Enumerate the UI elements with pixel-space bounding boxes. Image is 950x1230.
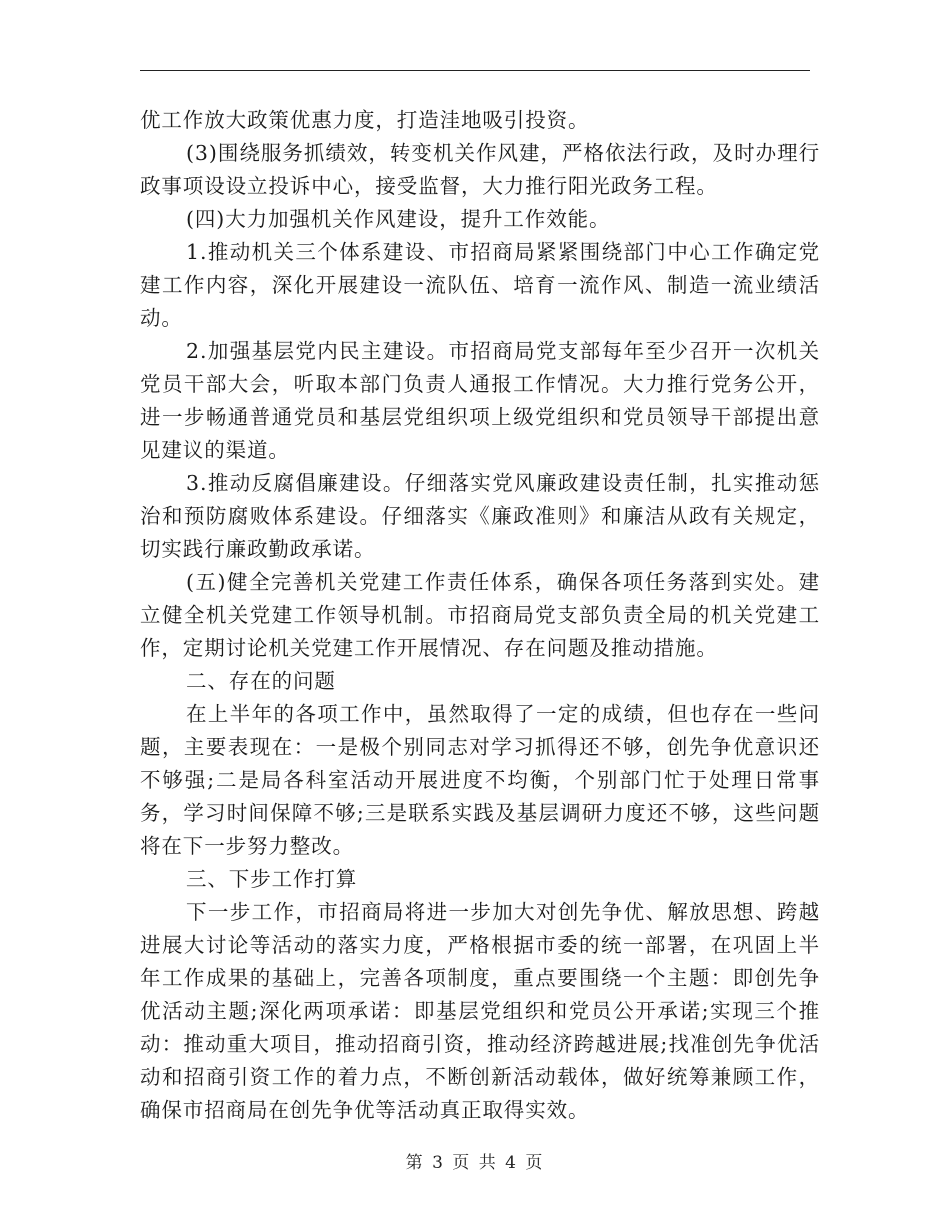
document-body <box>140 104 820 1127</box>
paragraph: 3.推动反腐倡廉建设。仔细落实党风廉政建设责任制，扎实推动惩治和预防腐败体系建设。仔细落实《廉政准则》和廉洁从政有关规定，切实践行廉政勤政承诺。 <box>140 471 820 561</box>
section-heading: 三、下步工作打算 <box>186 867 358 891</box>
paragraph: (五)健全完善机关党建工作责任体系，确保各项任务落到实处。建立健全机关党建工作领导机制。市招商局党支部负责全局的机关党建工作，定期讨论机关党建工作开展情况、存在问题及推动措施。 <box>140 570 820 660</box>
section-heading: 二、存在的问题 <box>186 669 336 693</box>
section-heading: (四)大力加强机关作风建设，提升工作效能。 <box>186 207 611 231</box>
header-rule <box>140 70 810 71</box>
paragraph: 2.加强基层党内民主建设。市招商局党支部每年至少召开一次机关党员干部大会，听取本部门负责人通报工作情况。大力推行党务公开，进一步畅通普通党员和基层党组织项上级党组织和党员领导干部提出意见建议的渠道。 <box>140 339 820 462</box>
page-number: 第 3 页 共 4 页 <box>405 1153 545 1173</box>
paragraph: 下一步工作，市招商局将进一步加大对创先争优、解放思想、跨越进展大讨论等活动的落实力度，严格根据市委的统一部署，在巩固上半年工作成果的基础上，完善各项制度，重点要围绕一个主题：即创先争优活动主题;深化两项承诺：即基层党组织和党员公开承诺;实现三个推动：推动重大项目，推动招商引资，推动经济跨越进展;找准创先争优活动和招商引资工作的着力点，不断创新活动载体，做好统筹兼顾工作，确保市招商局在创先争优等活动真正取得实效。 <box>140 900 820 1122</box>
paragraph: 优工作放大政策优惠力度，打造洼地吸引投资。 <box>140 108 590 132</box>
paragraph: 在上半年的各项工作中，虽然取得了一定的成绩，但也存在一些问题，主要表现在：一是极个别同志对学习抓得还不够，创先争优意识还不够强;二是局各科室活动开展进度不均衡，个别部门忙于处理日常事务，学习时间保障不够;三是联系实践及基层调研力度还不够，这些问题将在下一步努力整改。 <box>140 702 820 858</box>
paragraph: 1.推动机关三个体系建设、市招商局紧紧围绕部门中心工作确定党建工作内容，深化开展建设一流队伍、培育一流作风、制造一流业绩活动。 <box>140 240 820 330</box>
paragraph: (3)围绕服务抓绩效，转变机关作风建，严格依法行政，及时办理行政事项设设立投诉中心，接受监督，大力推行阳光政务工程。 <box>140 141 820 198</box>
